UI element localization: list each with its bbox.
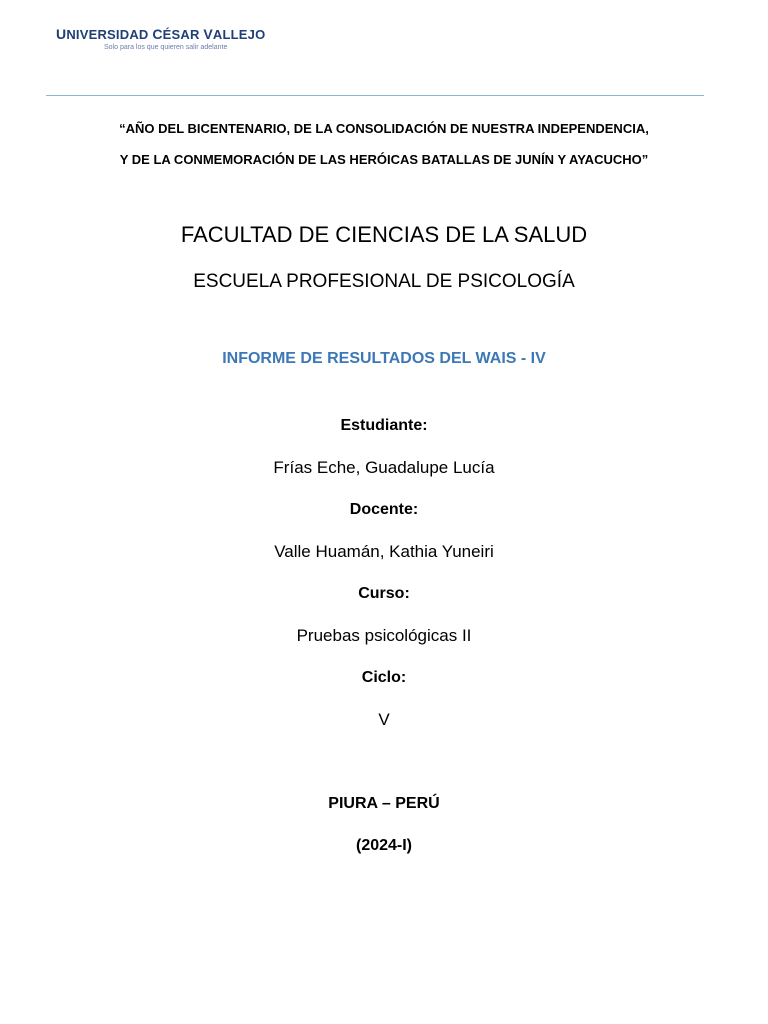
- student-label: Estudiante:: [340, 417, 428, 434]
- logo-slogan: Solo para los que quieren salir adelante: [104, 44, 228, 51]
- faculty-title: FACULTAD DE CIENCIAS DE LA SALUD: [180, 222, 588, 247]
- motto-line-1: “AÑO DEL BICENTENARIO, DE LA CONSOLIDACIÓN DE NUESTRA INDEPENDENCIA,: [119, 121, 649, 136]
- teacher-name: Valle Huamán, Kathia Yuneiri: [274, 542, 494, 561]
- student-name: Frías Eche, Guadalupe Lucía: [273, 458, 495, 477]
- cycle-label: Ciclo:: [361, 669, 407, 686]
- course-name: Pruebas psicológicas II: [296, 626, 472, 645]
- report-title: INFORME DE RESULTADOS DEL WAIS - IV: [222, 350, 546, 367]
- cycle-value: V: [378, 710, 390, 729]
- logo-text: [56, 27, 265, 51]
- logo-university-name: UNIVERSIDAD CÉSAR VALLEJO: [56, 26, 266, 42]
- teacher-label: Docente:: [349, 501, 419, 518]
- academic-period: (2024-I): [355, 837, 413, 854]
- university-logo: [50, 18, 266, 60]
- header-divider: [46, 95, 704, 96]
- course-label: Curso:: [358, 585, 410, 602]
- motto-line-2: Y DE LA CONMEMORACIÓN DE LAS HERÓICAS BATALLAS DE JUNÍN Y AYACUCHO”: [119, 152, 649, 167]
- location: PIURA – PERÚ: [328, 795, 440, 812]
- school-title: ESCUELA PROFESIONAL DE PSICOLOGÍA: [193, 271, 575, 292]
